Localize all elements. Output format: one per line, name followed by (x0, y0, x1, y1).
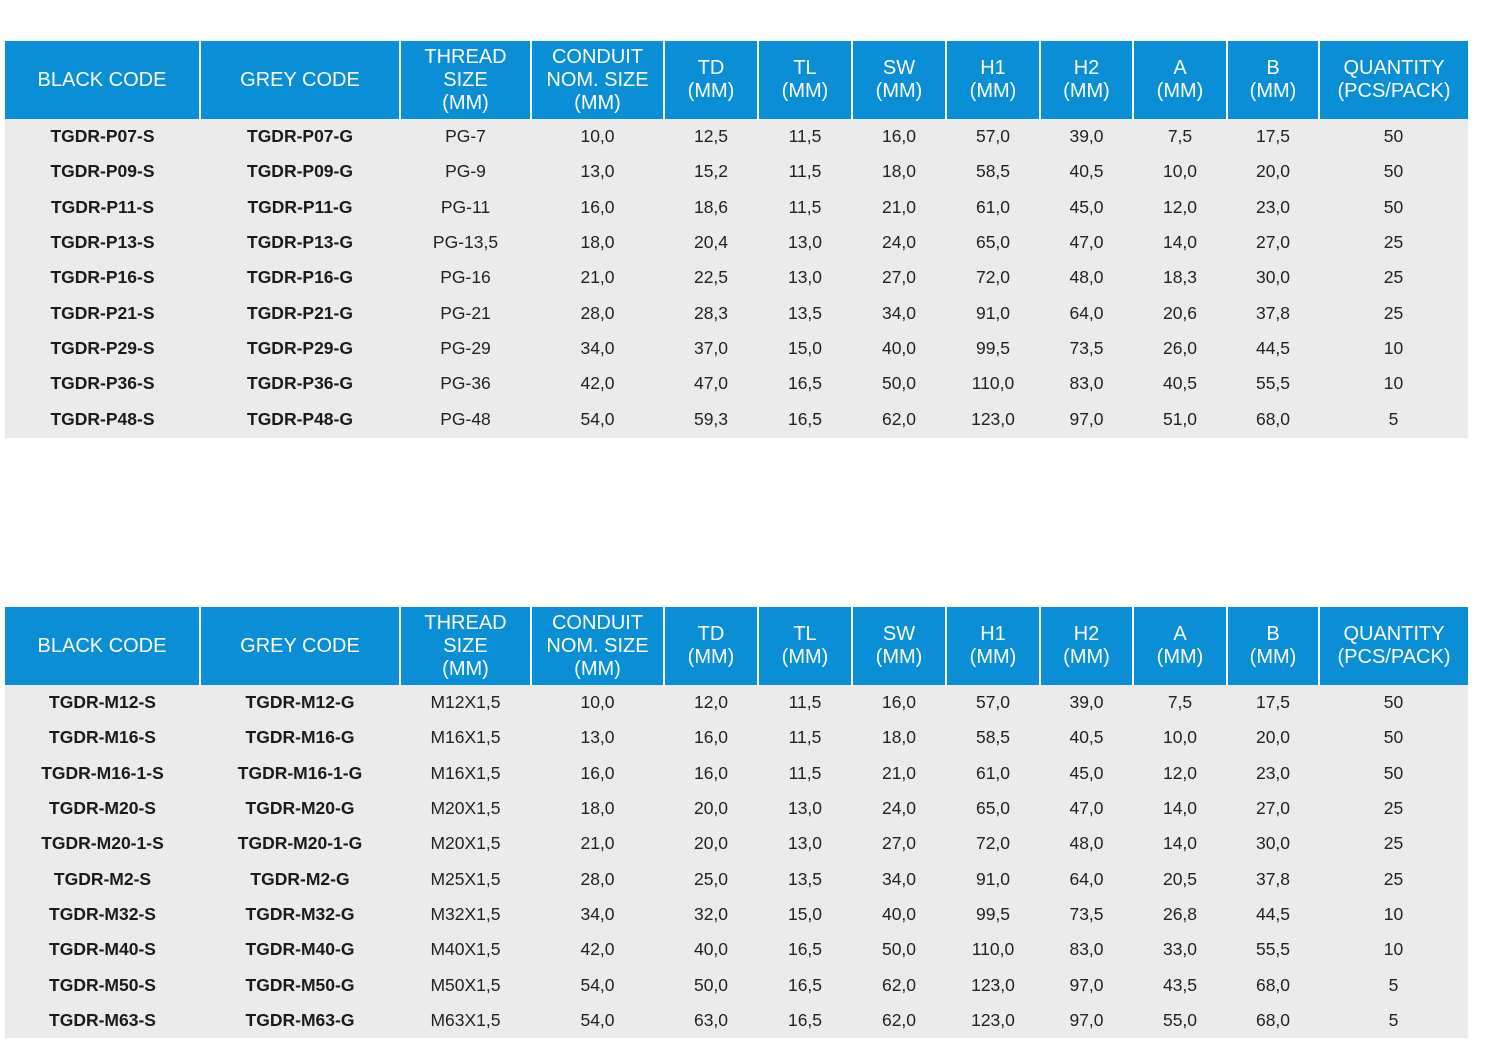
cell-quantity: 10 (1319, 897, 1468, 932)
column-header-quantity: QUANTITY (PCS/PACK) (1319, 607, 1468, 685)
cell-thread-size: PG-16 (400, 260, 531, 295)
cell-thread-size: PG-13,5 (400, 225, 531, 260)
cell-h2: 97,0 (1040, 401, 1133, 438)
cell-b: 30,0 (1227, 826, 1319, 861)
table-row (5, 331, 1468, 366)
cell-grey-code: TGDR-P11-G (200, 190, 400, 225)
cell-grey-code: TGDR-P36-G (200, 366, 400, 401)
cell-tl: 11,5 (758, 720, 852, 755)
cell-tl: 13,0 (758, 260, 852, 295)
cell-sw: 24,0 (852, 225, 946, 260)
cell-grey-code: TGDR-P16-G (200, 260, 400, 295)
cell-conduit-nom-size: 34,0 (531, 331, 664, 366)
cell-sw: 27,0 (852, 260, 946, 295)
table-row (5, 401, 1468, 438)
cell-sw: 24,0 (852, 791, 946, 826)
cell-sw: 62,0 (852, 1003, 946, 1038)
cell-tl: 11,5 (758, 756, 852, 791)
cell-h2: 73,5 (1040, 897, 1133, 932)
cell-grey-code: TGDR-M20-1-G (200, 826, 400, 861)
cell-thread-size: M50X1,5 (400, 967, 531, 1002)
cell-a: 14,0 (1133, 225, 1227, 260)
table-row (5, 260, 1468, 295)
cell-grey-code: TGDR-M20-G (200, 791, 400, 826)
table-row (5, 119, 1468, 154)
cell-a: 12,0 (1133, 190, 1227, 225)
cell-thread-size: M16X1,5 (400, 720, 531, 755)
cell-b: 27,0 (1227, 791, 1319, 826)
cell-quantity: 10 (1319, 932, 1468, 967)
column-header-b: B (MM) (1227, 41, 1319, 119)
column-header-grey-code: GREY CODE (200, 41, 400, 119)
cell-black-code: TGDR-P29-S (5, 331, 200, 366)
column-header-h2: H2 (MM) (1040, 607, 1133, 685)
column-header-a: A (MM) (1133, 41, 1227, 119)
cell-quantity: 5 (1319, 1003, 1468, 1038)
cell-tl: 16,5 (758, 1003, 852, 1038)
column-header-black-code: BLACK CODE (5, 41, 200, 119)
cell-sw: 18,0 (852, 154, 946, 189)
cell-conduit-nom-size: 18,0 (531, 791, 664, 826)
cell-a: 20,5 (1133, 861, 1227, 896)
cell-quantity: 50 (1319, 119, 1468, 154)
cell-h2: 97,0 (1040, 967, 1133, 1002)
cell-conduit-nom-size: 28,0 (531, 861, 664, 896)
cell-sw: 40,0 (852, 897, 946, 932)
cell-tl: 16,5 (758, 932, 852, 967)
cell-a: 43,5 (1133, 967, 1227, 1002)
cell-h1: 99,5 (946, 897, 1040, 932)
cell-sw: 16,0 (852, 685, 946, 720)
header-row (5, 41, 1468, 119)
cell-h2: 40,5 (1040, 154, 1133, 189)
cell-b: 68,0 (1227, 401, 1319, 438)
table-row (5, 1003, 1468, 1038)
cell-h1: 110,0 (946, 932, 1040, 967)
column-header-tl: TL (MM) (758, 607, 852, 685)
cell-b: 44,5 (1227, 331, 1319, 366)
cell-quantity: 25 (1319, 225, 1468, 260)
cell-conduit-nom-size: 13,0 (531, 720, 664, 755)
cell-tl: 13,5 (758, 295, 852, 330)
cell-h1: 91,0 (946, 295, 1040, 330)
column-header-td: TD (MM) (664, 41, 758, 119)
column-header-a: A (MM) (1133, 607, 1227, 685)
cell-h1: 65,0 (946, 791, 1040, 826)
cell-black-code: TGDR-M16-S (5, 720, 200, 755)
cell-conduit-nom-size: 21,0 (531, 260, 664, 295)
cell-thread-size: M12X1,5 (400, 685, 531, 720)
cell-h2: 97,0 (1040, 1003, 1133, 1038)
table-body (5, 685, 1468, 1038)
cell-black-code: TGDR-M20-1-S (5, 826, 200, 861)
table-row (5, 685, 1468, 720)
cell-black-code: TGDR-P11-S (5, 190, 200, 225)
cell-h1: 72,0 (946, 826, 1040, 861)
cell-conduit-nom-size: 10,0 (531, 119, 664, 154)
cell-sw: 34,0 (852, 295, 946, 330)
cell-tl: 11,5 (758, 119, 852, 154)
cell-conduit-nom-size: 42,0 (531, 932, 664, 967)
cell-td: 50,0 (664, 967, 758, 1002)
cell-tl: 13,0 (758, 791, 852, 826)
cell-h1: 58,5 (946, 154, 1040, 189)
cell-b: 23,0 (1227, 190, 1319, 225)
cell-td: 22,5 (664, 260, 758, 295)
cell-conduit-nom-size: 34,0 (531, 897, 664, 932)
cell-black-code: TGDR-P48-S (5, 401, 200, 438)
table-row (5, 190, 1468, 225)
table-row (5, 932, 1468, 967)
cell-tl: 11,5 (758, 154, 852, 189)
cell-conduit-nom-size: 10,0 (531, 685, 664, 720)
cell-quantity: 25 (1319, 295, 1468, 330)
cell-tl: 16,5 (758, 967, 852, 1002)
cell-sw: 62,0 (852, 401, 946, 438)
table-row (5, 366, 1468, 401)
cell-quantity: 50 (1319, 190, 1468, 225)
cell-grey-code: TGDR-M16-1-G (200, 756, 400, 791)
cell-black-code: TGDR-M12-S (5, 685, 200, 720)
cell-thread-size: PG-11 (400, 190, 531, 225)
table-row (5, 861, 1468, 896)
cell-quantity: 10 (1319, 331, 1468, 366)
cell-grey-code: TGDR-P13-G (200, 225, 400, 260)
cell-td: 16,0 (664, 720, 758, 755)
column-header-tl: TL (MM) (758, 41, 852, 119)
cell-black-code: TGDR-P21-S (5, 295, 200, 330)
cell-h2: 45,0 (1040, 756, 1133, 791)
cell-sw: 62,0 (852, 967, 946, 1002)
cell-black-code: TGDR-M32-S (5, 897, 200, 932)
cell-grey-code: TGDR-M12-G (200, 685, 400, 720)
cell-black-code: TGDR-P13-S (5, 225, 200, 260)
cell-quantity: 5 (1319, 967, 1468, 1002)
cell-black-code: TGDR-P09-S (5, 154, 200, 189)
cell-conduit-nom-size: 16,0 (531, 190, 664, 225)
column-header-h2: H2 (MM) (1040, 41, 1133, 119)
column-header-thread-size: THREAD SIZE (MM) (400, 607, 531, 685)
cell-thread-size: M25X1,5 (400, 861, 531, 896)
cell-td: 20,0 (664, 791, 758, 826)
cell-tl: 13,5 (758, 861, 852, 896)
cell-h1: 61,0 (946, 190, 1040, 225)
cell-h2: 39,0 (1040, 685, 1133, 720)
column-header-sw: SW (MM) (852, 607, 946, 685)
cell-td: 32,0 (664, 897, 758, 932)
cell-black-code: TGDR-M16-1-S (5, 756, 200, 791)
cell-a: 26,8 (1133, 897, 1227, 932)
cell-a: 7,5 (1133, 685, 1227, 720)
cell-h2: 39,0 (1040, 119, 1133, 154)
cell-thread-size: PG-7 (400, 119, 531, 154)
table-body (5, 119, 1468, 438)
table-row (5, 295, 1468, 330)
cell-tl: 15,0 (758, 331, 852, 366)
cell-h1: 57,0 (946, 119, 1040, 154)
cell-td: 37,0 (664, 331, 758, 366)
cell-conduit-nom-size: 54,0 (531, 401, 664, 438)
cell-b: 68,0 (1227, 1003, 1319, 1038)
cell-a: 18,3 (1133, 260, 1227, 295)
cell-thread-size: M63X1,5 (400, 1003, 531, 1038)
cell-a: 14,0 (1133, 791, 1227, 826)
cell-a: 10,0 (1133, 720, 1227, 755)
cell-quantity: 50 (1319, 685, 1468, 720)
cell-thread-size: PG-29 (400, 331, 531, 366)
cell-tl: 13,0 (758, 826, 852, 861)
cell-quantity: 25 (1319, 791, 1468, 826)
cell-grey-code: TGDR-P29-G (200, 331, 400, 366)
cell-h2: 47,0 (1040, 225, 1133, 260)
table-row (5, 720, 1468, 755)
cell-a: 40,5 (1133, 366, 1227, 401)
cell-grey-code: TGDR-P07-G (200, 119, 400, 154)
cell-conduit-nom-size: 28,0 (531, 295, 664, 330)
cell-sw: 16,0 (852, 119, 946, 154)
cell-quantity: 25 (1319, 861, 1468, 896)
column-header-quantity: QUANTITY (PCS/PACK) (1319, 41, 1468, 119)
pg-thread-table (5, 41, 1468, 438)
cell-thread-size: M40X1,5 (400, 932, 531, 967)
cell-grey-code: TGDR-P21-G (200, 295, 400, 330)
cell-quantity: 10 (1319, 366, 1468, 401)
cell-b: 20,0 (1227, 154, 1319, 189)
table-row (5, 967, 1468, 1002)
column-header-grey-code: GREY CODE (200, 607, 400, 685)
cell-b: 55,5 (1227, 932, 1319, 967)
cell-h2: 83,0 (1040, 932, 1133, 967)
cell-black-code: TGDR-P07-S (5, 119, 200, 154)
cell-h2: 40,5 (1040, 720, 1133, 755)
cell-grey-code: TGDR-M2-G (200, 861, 400, 896)
cell-a: 12,0 (1133, 756, 1227, 791)
cell-grey-code: TGDR-P48-G (200, 401, 400, 438)
cell-conduit-nom-size: 16,0 (531, 756, 664, 791)
cell-b: 37,8 (1227, 295, 1319, 330)
cell-tl: 11,5 (758, 190, 852, 225)
cell-black-code: TGDR-M63-S (5, 1003, 200, 1038)
cell-td: 18,6 (664, 190, 758, 225)
cell-a: 14,0 (1133, 826, 1227, 861)
cell-sw: 21,0 (852, 756, 946, 791)
cell-thread-size: PG-48 (400, 401, 531, 438)
cell-h1: 91,0 (946, 861, 1040, 896)
cell-h2: 73,5 (1040, 331, 1133, 366)
cell-sw: 40,0 (852, 331, 946, 366)
column-header-td: TD (MM) (664, 607, 758, 685)
cell-td: 47,0 (664, 366, 758, 401)
cell-td: 28,3 (664, 295, 758, 330)
cell-td: 12,5 (664, 119, 758, 154)
cell-a: 33,0 (1133, 932, 1227, 967)
cell-a: 51,0 (1133, 401, 1227, 438)
cell-td: 63,0 (664, 1003, 758, 1038)
column-header-thread-size: THREAD SIZE (MM) (400, 41, 531, 119)
cell-grey-code: TGDR-M32-G (200, 897, 400, 932)
cell-h1: 72,0 (946, 260, 1040, 295)
column-header-b: B (MM) (1227, 607, 1319, 685)
cell-sw: 50,0 (852, 366, 946, 401)
cell-conduit-nom-size: 54,0 (531, 1003, 664, 1038)
cell-b: 44,5 (1227, 897, 1319, 932)
cell-h2: 48,0 (1040, 826, 1133, 861)
cell-a: 20,6 (1133, 295, 1227, 330)
cell-tl: 13,0 (758, 225, 852, 260)
cell-sw: 27,0 (852, 826, 946, 861)
column-header-h1: H1 (MM) (946, 607, 1040, 685)
cell-b: 20,0 (1227, 720, 1319, 755)
cell-thread-size: M20X1,5 (400, 826, 531, 861)
column-header-h1: H1 (MM) (946, 41, 1040, 119)
cell-h1: 58,5 (946, 720, 1040, 755)
cell-b: 55,5 (1227, 366, 1319, 401)
table-row (5, 756, 1468, 791)
table-row (5, 826, 1468, 861)
cell-h2: 47,0 (1040, 791, 1133, 826)
cell-quantity: 25 (1319, 260, 1468, 295)
cell-conduit-nom-size: 21,0 (531, 826, 664, 861)
cell-quantity: 50 (1319, 756, 1468, 791)
table-row (5, 225, 1468, 260)
cell-td: 40,0 (664, 932, 758, 967)
cell-a: 26,0 (1133, 331, 1227, 366)
cell-b: 37,8 (1227, 861, 1319, 896)
cell-a: 10,0 (1133, 154, 1227, 189)
cell-black-code: TGDR-P36-S (5, 366, 200, 401)
table-row (5, 154, 1468, 189)
cell-b: 30,0 (1227, 260, 1319, 295)
cell-quantity: 50 (1319, 720, 1468, 755)
cell-conduit-nom-size: 54,0 (531, 967, 664, 1002)
cell-conduit-nom-size: 42,0 (531, 366, 664, 401)
cell-h2: 45,0 (1040, 190, 1133, 225)
metric-thread-table (5, 607, 1468, 1038)
cell-quantity: 5 (1319, 401, 1468, 438)
cell-b: 27,0 (1227, 225, 1319, 260)
cell-h1: 110,0 (946, 366, 1040, 401)
cell-sw: 34,0 (852, 861, 946, 896)
cell-tl: 11,5 (758, 685, 852, 720)
cell-h2: 48,0 (1040, 260, 1133, 295)
cell-black-code: TGDR-M20-S (5, 791, 200, 826)
cell-grey-code: TGDR-M40-G (200, 932, 400, 967)
header-row (5, 607, 1468, 685)
cell-td: 25,0 (664, 861, 758, 896)
cell-thread-size: M20X1,5 (400, 791, 531, 826)
cell-thread-size: PG-21 (400, 295, 531, 330)
cell-b: 17,5 (1227, 119, 1319, 154)
cell-sw: 50,0 (852, 932, 946, 967)
cell-h1: 123,0 (946, 1003, 1040, 1038)
cell-sw: 21,0 (852, 190, 946, 225)
cell-grey-code: TGDR-P09-G (200, 154, 400, 189)
column-header-black-code: BLACK CODE (5, 607, 200, 685)
column-header-sw: SW (MM) (852, 41, 946, 119)
cell-td: 20,0 (664, 826, 758, 861)
cell-h1: 123,0 (946, 967, 1040, 1002)
cell-thread-size: PG-9 (400, 154, 531, 189)
cell-black-code: TGDR-M40-S (5, 932, 200, 967)
cell-h2: 64,0 (1040, 861, 1133, 896)
cell-td: 20,4 (664, 225, 758, 260)
cell-h2: 64,0 (1040, 295, 1133, 330)
column-header-conduit-nom-size: CONDUIT NOM. SIZE (MM) (531, 41, 664, 119)
cell-h2: 83,0 (1040, 366, 1133, 401)
cell-a: 7,5 (1133, 119, 1227, 154)
cell-h1: 65,0 (946, 225, 1040, 260)
cell-h1: 61,0 (946, 756, 1040, 791)
cell-black-code: TGDR-P16-S (5, 260, 200, 295)
table-row (5, 791, 1468, 826)
cell-b: 23,0 (1227, 756, 1319, 791)
cell-conduit-nom-size: 18,0 (531, 225, 664, 260)
cell-a: 55,0 (1133, 1003, 1227, 1038)
cell-quantity: 50 (1319, 154, 1468, 189)
cell-grey-code: TGDR-M63-G (200, 1003, 400, 1038)
cell-sw: 18,0 (852, 720, 946, 755)
cell-td: 12,0 (664, 685, 758, 720)
cell-tl: 16,5 (758, 366, 852, 401)
cell-h1: 123,0 (946, 401, 1040, 438)
cell-h1: 57,0 (946, 685, 1040, 720)
cell-grey-code: TGDR-M16-G (200, 720, 400, 755)
cell-td: 59,3 (664, 401, 758, 438)
cell-h1: 99,5 (946, 331, 1040, 366)
table-row (5, 897, 1468, 932)
cell-b: 68,0 (1227, 967, 1319, 1002)
cell-b: 17,5 (1227, 685, 1319, 720)
cell-thread-size: M16X1,5 (400, 756, 531, 791)
cell-td: 16,0 (664, 756, 758, 791)
cell-black-code: TGDR-M2-S (5, 861, 200, 896)
cell-tl: 16,5 (758, 401, 852, 438)
column-header-conduit-nom-size: CONDUIT NOM. SIZE (MM) (531, 607, 664, 685)
cell-conduit-nom-size: 13,0 (531, 154, 664, 189)
cell-black-code: TGDR-M50-S (5, 967, 200, 1002)
cell-tl: 15,0 (758, 897, 852, 932)
cell-thread-size: PG-36 (400, 366, 531, 401)
cell-quantity: 25 (1319, 826, 1468, 861)
cell-thread-size: M32X1,5 (400, 897, 531, 932)
cell-grey-code: TGDR-M50-G (200, 967, 400, 1002)
cell-td: 15,2 (664, 154, 758, 189)
